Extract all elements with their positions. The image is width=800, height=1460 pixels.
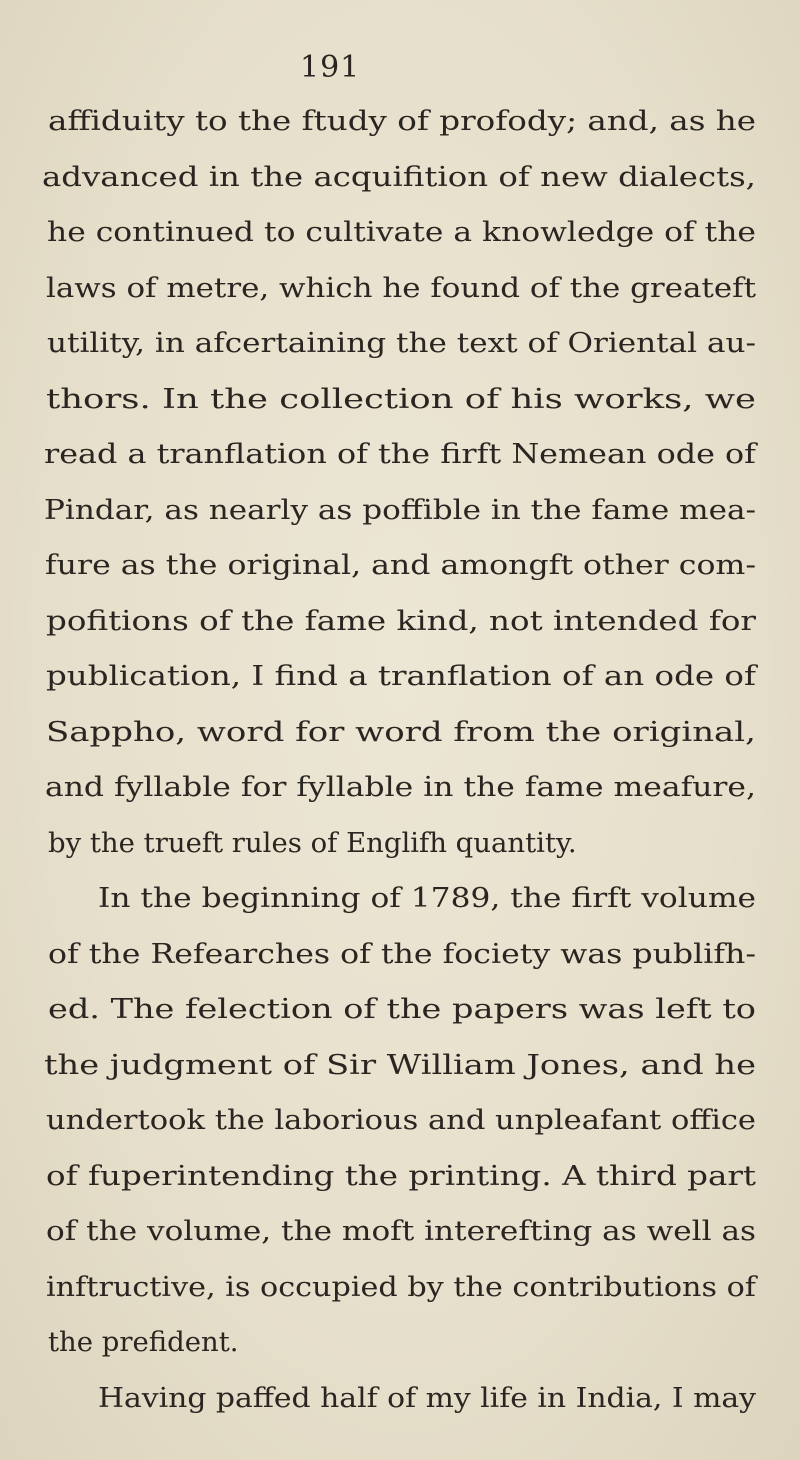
text-line: publication, I find a tranflation of an ode of [46,660,757,692]
text-line: read a tranflation of the firft Nemean ode of [44,438,756,470]
text-line: Sappho, word for word from the original, [46,715,756,748]
text-line: of the volume, the moft interefting as well as [46,1215,756,1247]
text-line: pofitions of the fame kind, not intended for [46,604,756,637]
text-line: utility, in afcertaining the text of Oriental au- [47,327,756,359]
text-line: fure as the original, and amongft other com- [45,549,757,581]
text-line: Pindar, as nearly as poffible in the fame mea- [44,493,756,526]
text-line: by the trueft rules of Englifh quantity. [48,826,577,859]
text-line: affiduity to the ftudy of profody; and, as he [48,105,756,137]
text-line: Having paffed half of my life in India, I may [98,1381,757,1414]
text-line: laws of metre, which he found of the greateft [46,271,757,304]
page-number: 191 [300,50,361,85]
text-line: ed. The felection of the papers was left to [48,993,756,1025]
text-line: and fyllable for fyllable in the fame meafure, [45,771,756,803]
text-line: In the beginning of 1789, the firft volume [98,882,757,914]
text-line: advanced in the acquifition of new dialects, [42,160,756,193]
text-line: the judgment of Sir William Jones, and he [44,1048,757,1081]
text-line: he continued to cultivate a knowledge of the [47,216,756,248]
text-line: inftructive, is occupied by the contributions of [46,1270,757,1303]
text-line: thors. In the collection of his works, we [46,382,757,415]
text-line: of the Refearches of the fociety was publifh- [48,937,757,970]
text-line: the prefident. [48,1326,239,1358]
text-line: undertook the laborious and unpleafant office [46,1104,756,1136]
text-line: of fuperintending the printing. A third part [46,1159,757,1192]
